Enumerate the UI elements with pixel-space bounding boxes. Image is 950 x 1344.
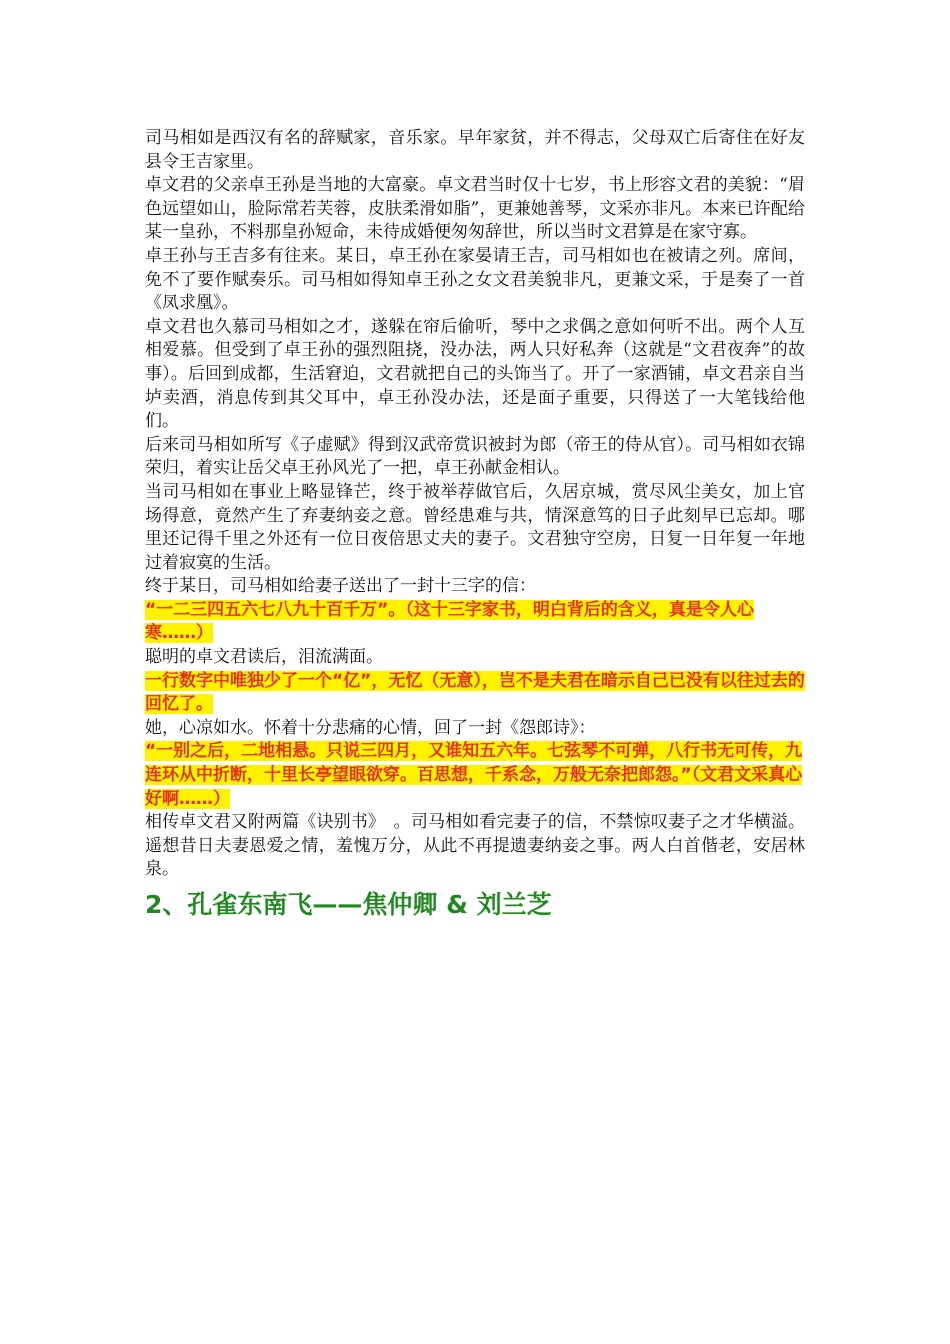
paragraph-elopement: 卓文君也久慕司马相如之才，遂躲在帘后偷听，琴中之求偶之意如何听不出。两个人互相爱慕。但受到了卓王孙的强烈阻挠，没办法，两人只好私奔（这就是“文君夜奔”的故事）。后回到成都，生活窘迫，文君就把自己的头饰当了。开了一家酒铺，卓文君亲自当垆卖酒，消息传到其父耳中，卓王孙没办法，还是面子重要，只得送了一大笔钱给他们。 (145, 316, 805, 432)
paragraph-zixu-fu: 后来司马相如所写《子虚赋》得到汉武帝赏识被封为郎（帝王的侍从官）。司马相如衣锦荣归，着实让岳父卓王孙风光了一把，卓王孙献金相认。 (145, 434, 805, 479)
paragraph-zhuo-wenjun-intro: 卓文君的父亲卓王孙是当地的大富豪。卓文君当时仅十七岁，书上形容文君的美貌：“眉色远望如山，脸际常若芙蓉，皮肤柔滑如脂”，更兼她善琴，文采亦非凡。本来已许配给某一皇孙，不料那皇孙短命，未待成婚便匆匆辞世，所以当时文君算是在家守寡。 (145, 175, 805, 243)
paragraph-banquet: 卓王孙与王吉多有往来。某日，卓王孙在家晏请王吉，司马相如也在被请之列。席间，免不了要作赋奏乐。司马相如得知卓王孙之女文君美貌非凡，更兼文采，于是奏了一首《凤求凰》。 (145, 245, 805, 314)
paragraph-reply-intro: 她，心凉如水。怀着十分悲痛的心情，回了一封《怨郎诗》： (145, 717, 596, 738)
highlight-yuanlang-poem (145, 740, 805, 811)
highlight-thirteen-characters (145, 599, 805, 646)
paragraph-concubine-intent: 当司马相如在事业上略显锋芒，终于被举荐做官后，久居京城，赏尽风尘美女，加上官场得意，竟然产生了弃妻纳妾之意。曾经患难与共，情深意笃的日子此刻早已忘却。哪里还记得千里之外还有一位日夜倍思丈夫的妻子。文君独守空房，日复一日年复一年地过着寂寞的生活。 (145, 481, 805, 573)
highlight-yuanlang-poem-text: “一别之后，二地相悬。只说三四月，又谁知五六年。七弦琴不可弹，八行书无可传，九连环从中折断，十里长亭望眼欲穿。百思想，千系念，万般无奈把郎怨。”（文君文采真心好啊……） (145, 741, 803, 809)
paragraph-wenjun-reads: 聪明的卓文君读后，泪流满面。 (145, 647, 383, 668)
paragraph-sima-intro: 司马相如是西汉有名的辞赋家，音乐家。早年家贫，并不得志，父母双亡后寄住在好友县令王吉家里。 (145, 128, 805, 172)
document-body (145, 127, 805, 922)
highlight-thirteen-characters-text: “一二三四五六七八九十百千万”。（这十三字家书，明白背后的含义，真是令人心寒……） (145, 599, 754, 644)
highlight-missing-yi-text: 一行数字中唯独少了一个“亿”，无忆（无意），岂不是夫君在暗示自己已没有以往过去的回忆了。 (145, 670, 805, 715)
highlight-missing-yi (145, 670, 805, 717)
paragraph-letter-intro: 终于某日，司马相如给妻子送出了一封十三字的信： (145, 576, 536, 597)
section-heading: 2、孔雀东南飞——焦仲卿 & 刘兰芝 (145, 890, 552, 919)
paragraph-ending: 相传卓文君又附两篇《诀别书》 。司马相如看完妻子的信，不禁惊叹妻子之才华横溢。遥想昔日夫妻恩爱之情，羞愧万分，从此不再提遗妻纳妾之事。两人白首偕老，安居林泉。 (145, 812, 805, 880)
